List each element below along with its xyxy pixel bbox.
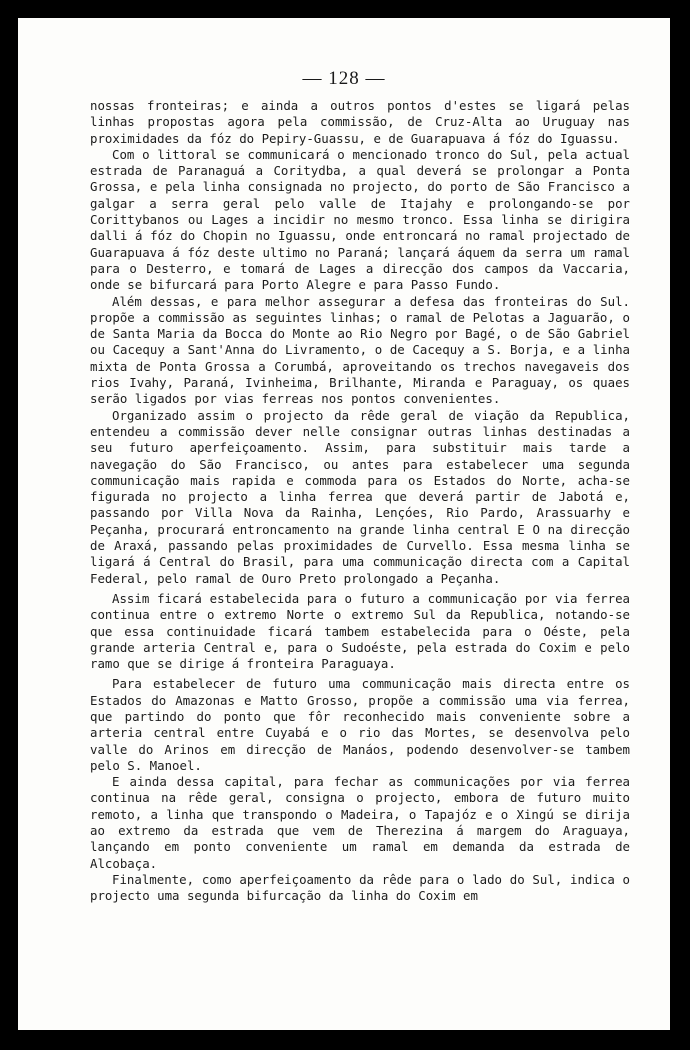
paragraph-5: Assim ficará estabelecida para o futuro a communicação por via ferrea continua entre o extremo Norte o extremo Sul da Republica, notando-se que essa continuidade ficará tambem estabelecida para o Oéste, pela grande arteria Central e, para o Sudoéste, pela estrada do Coxim e pelo ramo que se dirige á fronteira Paraguaya. bbox=[90, 590, 630, 672]
paragraph-7: E ainda dessa capital, para fechar as communicações por via ferrea continua na rêde geral, consigna o projecto, embora de futuro muito remoto, a linha que transpondo o Madeira, o Tapajóz e o Xingú se dirija ao extremo da estrada que vem de Therezina á margem do Araguaya, lançando em ponto conveniente um ramal em demanda da estrada de Alcobaça. bbox=[90, 774, 630, 871]
page-number: — 128 — bbox=[302, 68, 386, 89]
paragraph-6: Para estabelecer de futuro uma communicação mais directa entre os Estados do Amazonas e Matto Grosso, propõe a commissão uma via ferrea, que partindo do ponto que fôr reconhecido mais conveniente sobre a arteria central entre Cuyabá e o rio das Mortes, se desenvolva pelo valle do Arinos em direcção de Manáos, podendo desenvolver-se tambem pelo S. Manoel. bbox=[90, 676, 630, 773]
body-text bbox=[90, 98, 630, 905]
paragraph-1: nossas fronteiras; e ainda a outros pontos d'estes se ligará pelas linhas propostas agora pela commissão, de Cruz-Alta ao Uruguay nas proximidades da fóz do Pepiry-Guassu, e de Guarapuava á fóz do Iguassu. bbox=[90, 98, 630, 146]
paragraph-3: Além dessas, e para melhor assegurar a defesa das fronteiras do Sul. propõe a commissão as seguintes linhas; o ramal de Pelotas a Jaguarão, o de Santa Maria da Bocca do Monte ao Rio Negro por Bagé, o de São Gabriel ou Cacequy a Sant'Anna do Livramento, o de Cacequy a S. Borja, e a linha mixta de Ponta Grossa a Corumbá, aproveitando os trechos navegaveis dos rios Ivahy, Paraná, Ivinheima, Brilhante, Miranda e Paraguay, os quaes serão ligados por vias ferreas nos pontos convenientes. bbox=[90, 293, 630, 407]
paragraph-2: Com o littoral se communicará o mencionado tronco do Sul, pela actual estrada de Paranaguá a Coritydba, a qual deverá se prolongar a Ponta Grossa, e pela linha consignada no projecto, do porto de São Francisco a galgar a serra geral pelo valle de Itajahy e prolongando-se por Corittybanos ou Lages a incidir no mesmo tronco. Essa linha se dirigira dalli á fóz do Chopin no Iguassu, onde entroncará no ramal projectado de Guarapuava á fóz deste ultimo no Paraná; lançará áquem da serra um ramal para o Desterro, e tomará de Lages a direcção dos campos da Vaccaria, onde se bifurcará para Porto Alegre e para Passo Fundo. bbox=[90, 146, 630, 293]
paragraph-4: Organizado assim o projecto da rêde geral de viação da Republica, entendeu a commissão dever nelle consignar outras linhas destinadas a seu futuro aperfeiçoamento. Assim, para substituir mais tarde a navegação do São Francisco, ou antes para estabelecer uma segunda communicação mais rapida e commoda para os Estados do Norte, acha-se figurada no projecto a linha ferrea que deverá partir de Jabotá e, passando por Villa Nova da Rainha, Lençóes, Rio Pardo, Arassuarhy e Peçanha, procurará entroncamento na grande linha central E O na direcção de Araxá, passando pelas proximidades de Curvello. Essa mesma linha se ligará á Central do Brasil, para uma communicação directa com a Capital Federal, pelo ramal de Ouro Preto prolongado a Peçanha. bbox=[90, 407, 630, 586]
paragraph-8: Finalmente, como aperfeiçoamento da rêde para o lado do Sul, indica o projecto uma segunda bifurcação da linha do Coxim em bbox=[90, 871, 630, 904]
document-page bbox=[18, 18, 670, 1030]
